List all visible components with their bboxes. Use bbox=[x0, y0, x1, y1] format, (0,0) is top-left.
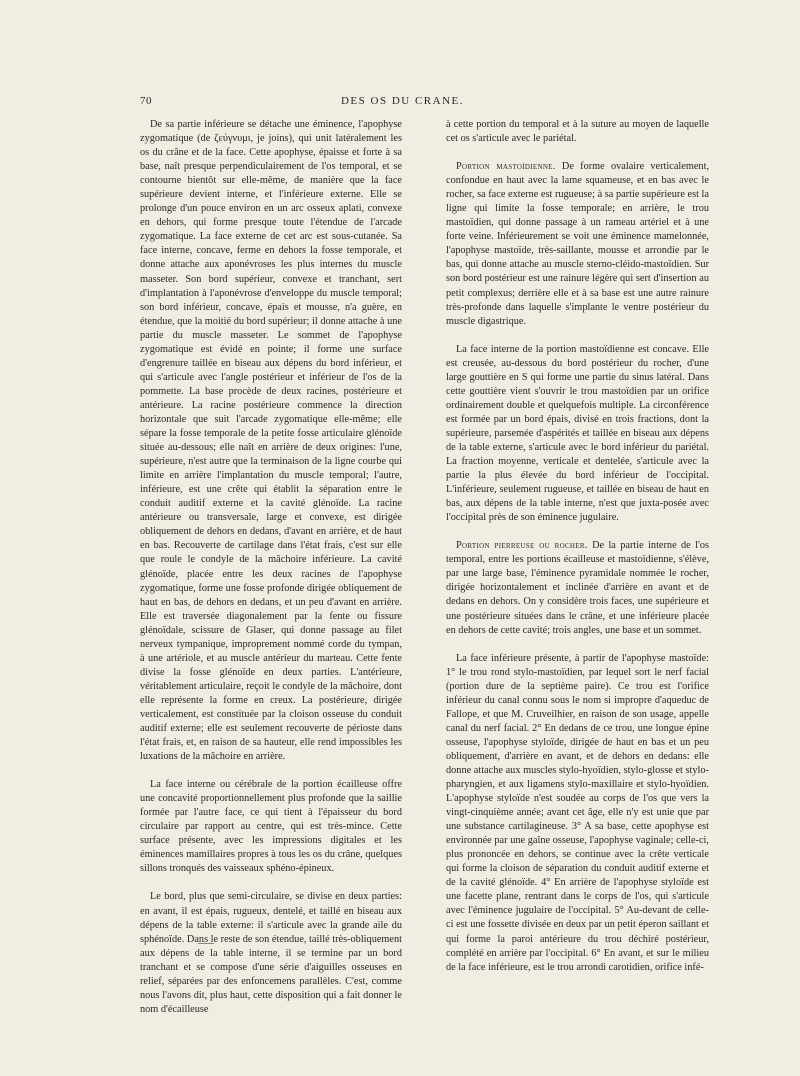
footer-rule bbox=[198, 943, 214, 944]
paragraph-zygomatic-apophysis: De sa partie inférieure se détache une éminence, l'apophyse zygomatique (de ζεύγνυμι, je joins), qui unit latéralement les os du crâne et de la face. Cette apophyse, épaisse et forte à sa base, naît presque perpendiculairement de l'os temporal, et se contourne bientôt sur elle-même, de manière que la face supérieure devient interne, et l'inférieure externe. Elle se prolonge d'un pouce environ en un arc osseux aplati, convexe en dehors, qui forme presque toute l'étendue de l'arcade zygomatique. La face externe de cet arc est sous-cutanée. Sa face interne, concave, ferme en dehors la fosse temporale, et donne attache aux aponévroses les plus internes du muscle masseter. Son bord supérieur, convexe et tranchant, sert d'implantation à l'aponévrose d'enveloppe du muscle temporal; son bord inférieur, concave, épais et mousse, n'a guère, en étendue, que la moitié du bord supérieur; il donne attache à une partie du muscle masseter. Le sommet de l'apophyse zygomatique est évidé en pointe; il forme une surface d'engrenure taillée en biseau aux dépens du bord inférieur, et qui s'articule avec l'angle postérieur et inférieur de l'os de la pommette. La base procède de deux racines, postérieure et antérieure. La racine postérieure commence la direction horizontale que suit l'arcade zygomatique elle-même; elle sépare la fosse temporale de la petite fosse articulaire glénoïde située au-dessous; elle naît en arrière de deux origines: l'une, supérieure, n'est autre que la terminaison de la ligne courbe qui limite en arrière l'implantation du muscle temporal; l'autre, inférieure, est une crête qui établit la séparation entre le conduit auditif externe et la cavité glénoïde. La racine antérieure ou transversale, large et convexe, est dirigée obliquement de dehors en dedans, d'avant en arrière, et de haut en bas. Recouverte de cartilage dans l'état frais, c'est sur elle que roule le condyle de la mâchoire inférieure. La cavité glénoïde, placée entre les deux racines de l'apophyse zygomatique, forme une fosse profonde dirigée obliquement de haut en bas, de dehors en dedans, et un peu d'avant en arrière. Elle est traversée diagonalement par la fente ou fissure glénoïdale, scissure de Glaser, qui donne passage au filet nerveux tympanique, improprement nommé corde du tympan, à une artériole, et au muscle antérieur du marteau. Cette fente divise la fosse glénoïde en deux parties. L'antérieure, véritablement articulaire, reçoit le condyle de la mâchoire, dont elle représente la forme en creux. La postérieure, dirigée verticalement, est constituée par la cloison osseuse du conduit auditif externe; elle est seulement recouverte de périoste dans l'état frais, et, en raison de sa hauteur, elle rend impossibles les luxations de la mâchoire en arrière. bbox=[140, 119, 402, 763]
petrous-text: De la partie interne de l'os temporal, entre les portions écailleuse et mastoïdienne, s'élève, par une large base, l'éminence pyramidale nommée le rocher, dirigée horizontalement et inclinée d'arrière en avant et de dedans en dehors. On y considère trois faces, une supérieure et une postérieure situées dans le crâne, et une inférieure placée en dehors de cette cavité; trois angles, une base et un sommet. bbox=[446, 540, 709, 636]
right-column bbox=[446, 118, 709, 975]
page-header bbox=[140, 95, 665, 111]
mastoid-text: De forme ovalaire verticalement, confondue en haut avec la lame squameuse, et en bas avec le rocher, sa face externe est rugueuse; à sa partie supérieure est la ligne qui limite la fosse temporale; en arrière, le trou mastoïdien, qui donne passage à un rameau artériel et à une forte veine. Inférieurement se voit une éminence mamelonnée, l'apophyse mastoïde, très-saillante, mousse et arrondie par le bas, qui donne attache au muscle sterno-cléido-mastoïdien. Sur son bord postérieur est une rainure légère qui sert d'insertion au petit complexus; derrière elle et à sa base est une autre rainure très-profonde dans laquelle s'implante le ventre postérieur du muscle digastrique. bbox=[446, 161, 710, 327]
page-number: 70 bbox=[140, 95, 152, 107]
paragraph-border: Le bord, plus que semi-circulaire, se divise en deux parties: en avant, il est épais, rugueux, dentelé, et taillé en biseau aux dépens de la table externe: il s'articule avec la grande aile du sphénoïde. Dans le reste de son étendue, taillé très-obliquement aux dépens de la table interne, il se termine par un bord tranchant et se compose d'une série d'aiguilles osseuses en relief, séparées par des enfoncemens parallèles. C'est, comme nous l'avons dit, plus haut, cette disposition qui a fait donner le nom d'écailleuse bbox=[140, 891, 402, 1015]
section-heading-mastoid: Portion mastoïdienne. bbox=[456, 161, 556, 173]
paragraph-inferior-face: La face inférieure présente, à partir de l'apophyse mastoïde: 1° le trou rond stylo-mastoïdien, par lequel sort le nerf facial (portion dure de la septième paire). Ce trou est l'orifice inférieur du canal connu sous le nom si impropre d'aqueduc de Fallope, et que M. Cruveilhier, en raison de son usage, appelle canal du nerf facial. 2° En dedans de ce trou, une longue épine osseuse, l'apophyse styloïde, dirigée de haut en bas et un peu obliquement, d'arrière en avant, et de dehors en dedans: elle donne attache aux muscles stylo-hyoïdien, stylo-glosse et stylo-pharyngien, et aux ligamens stylo-maxillaire et stylo-hyoïdien. L'apophyse styloïde n'est soudée au corps de l'os que vers la vingt-cinquième année; avant cet âge, elle n'y est unie que par une substance cartilagineuse. 3° A sa base, cette apophyse est environnée par une gaîne osseuse, l'apophyse vaginale; celle-ci, plus prononcée en dehors, se continue avec la crête verticale qui forme la cloison de séparation du conduit auditif externe et de la cavité glénoïde. 4° En arrière de l'apophyse styloïde est une facette plane, rentrant dans le corps de l'os, qui s'articule avec l'éminence jugulaire de l'occipital. 5° Au-devant de celle-ci est une fossette divisée en deux par un petit éperon saillant et qui forme la paroi antérieure du trou déchiré postérieur, complété en arrière par l'occipital. 6° En avant, et sur le milieu de la face inférieure, est le trou arrondi carotidien, orifice infé- bbox=[446, 652, 709, 973]
paragraph-internal-face: La face interne ou cérébrale de la portion écailleuse offre une concavité proportionnellement plus profonde que la saillie formée par l'autre face, ce qui tient à l'épaisseur du bord circulaire par rapport au centre, qui est très-mince. Cette surface présente, avec les impressions digitales et les éminences mamillaires propres à tous les os du crâne, quelques sillons tronqués des vaisseaux sphéno-épineux. bbox=[140, 779, 402, 875]
paragraph-continuation: à cette portion du temporal et à la suture au moyen de laquelle cet os s'articule avec le pariétal. bbox=[446, 119, 709, 145]
left-column bbox=[140, 118, 402, 1017]
running-title: DES OS DU CRANE. bbox=[340, 95, 464, 107]
paragraph-petrous-portion bbox=[446, 539, 709, 637]
paragraph-mastoid-internal-face: La face interne de la portion mastoïdienne est concave. Elle est creusée, au-dessous du bord postérieur du rocher, d'une large gouttière en S qui forme une partie du sinus latéral. Dans cette gouttière vient s'ouvrir le trou mastoïdien par un orifice ordinairement double et quelquefois multiple. La circonférence est formée par un bord épais, divisé en trois fractions, dont la supérieure, parsemée d'aspérités et taillée en biseau aux dépens de la table externe, s'articule avec le bord inférieur du pariétal. La fraction moyenne, verticale et dentelée, s'articule avec la partie la plus élevée du bord inférieur de l'occipital. L'inférieure, seulement rugueuse, et taillée en biseau de haut en bas, aux dépens de la table interne, n'est que juxta-posée avec l'occipital près de son éminence jugulaire. bbox=[446, 343, 709, 524]
paragraph-mastoid-portion bbox=[446, 160, 709, 329]
section-heading-petrous: Portion pierreuse ou rocher. bbox=[456, 540, 588, 552]
